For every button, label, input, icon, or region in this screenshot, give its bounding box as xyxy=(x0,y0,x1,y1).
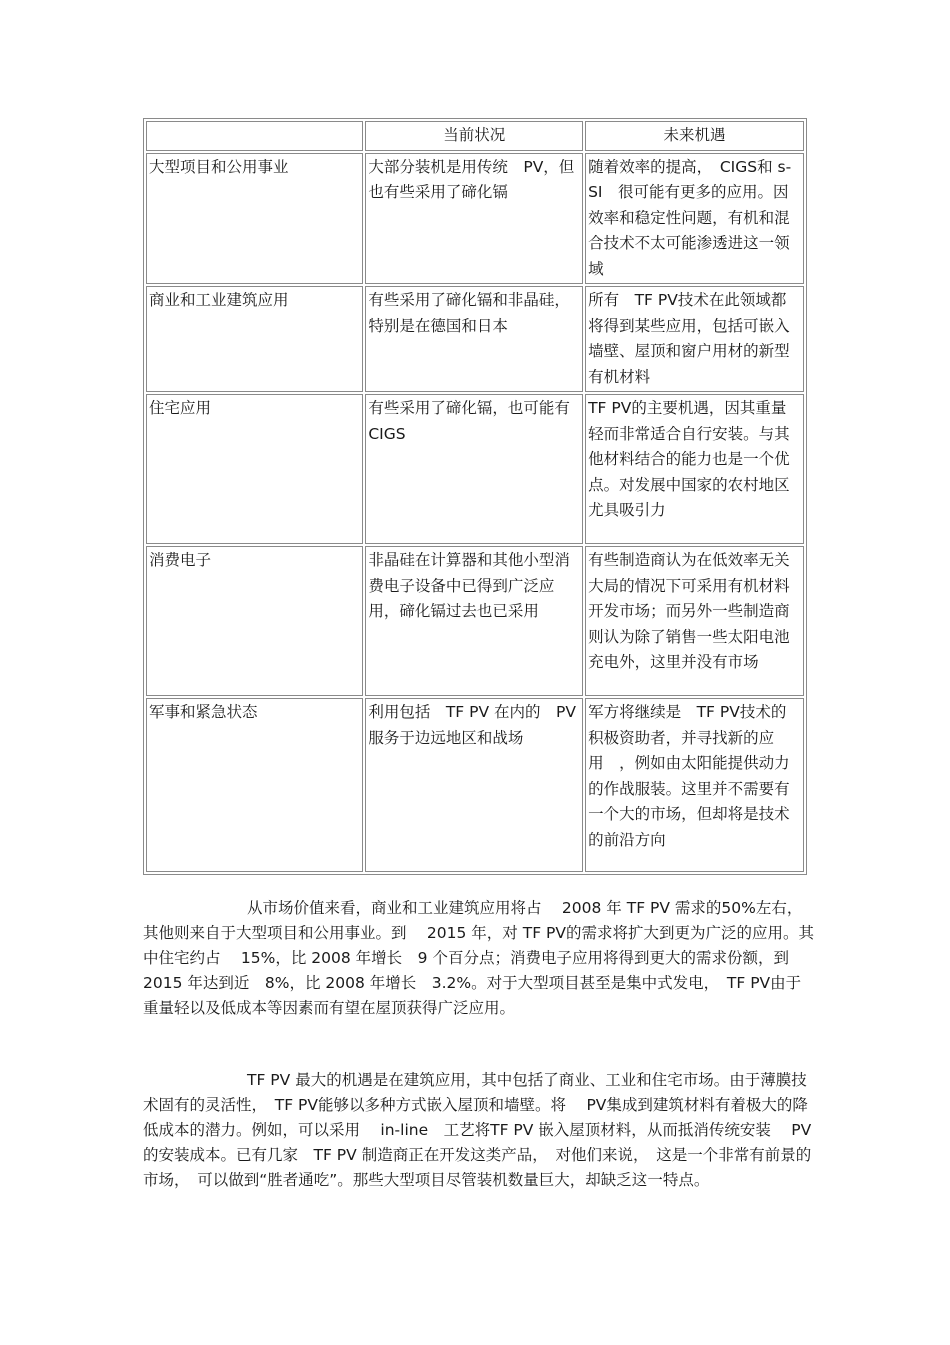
sector-cell: 商业和工业建筑应用 xyxy=(146,286,363,392)
current-cell: 有些采用了碲化镉，也可能有 CIGS xyxy=(365,394,583,544)
table-row xyxy=(146,698,804,872)
sector-cell: 消费电子 xyxy=(146,546,363,696)
sector-cell: 军事和紧急状态 xyxy=(146,698,363,872)
header-future-cell: 未来机遇 xyxy=(585,121,804,151)
current-cell: 利用包括 TF PV 在内的 PV服务于边远地区和战场 xyxy=(365,698,583,872)
table-row xyxy=(146,546,804,696)
future-cell: 有些制造商认为在低效率无关大局的情况下可采用有机材料开发市场；而另外一些制造商则认为除了销售一些太阳电池充电外，这里并没有市场 xyxy=(585,546,804,696)
table-row xyxy=(146,394,804,544)
building-application-paragraph: TF PV 最大的机遇是在建筑应用，其中包括了商业、工业和住宅市场。由于薄膜技术固有的灵活性， TF PV能够以多种方式嵌入屋顶和墙壁。将 PV集成到建筑材料有着极大的降低成本的潜力。例如，可以采用 in-line 工艺将TF PV 嵌入屋顶材料，从而抵消传统安装 PV的安装成本。已有几家 TF PV 制造商正在开发这类产品， 对他们来说， 这是一个非常有前景的市场， 可以做到“胜者通吃”。那些大型项目尽管装机数量巨大，却缺乏这一特点。 xyxy=(143,1070,812,1190)
future-cell: 所有 TF PV技术在此领域都将得到某些应用，包括可嵌入墙壁、屋顶和窗户用材的新型有机材料 xyxy=(585,286,804,392)
current-cell: 大部分装机是用传统 PV，但也有些采用了碲化镉 xyxy=(365,153,583,285)
future-cell: 随着效率的提高， CIGS和 s-SI 很可能有更多的应用。因效率和稳定性问题，有机和混合技术不太可能渗透进这一领域 xyxy=(585,153,804,285)
sector-cell: 大型项目和公用事业 xyxy=(146,153,363,285)
market-value-paragraph: 从市场价值来看，商业和工业建筑应用将占 2008 年 TF PV 需求的50%左右，其他则来自于大型项目和公用事业。到 2015 年，对 TF PV的需求将扩大到更为广泛的应用。其中住宅约占 15%，比 2008 年增长 9 个百分点；消费电子应用将得到更大的需求份额，到 2015 年达到近 8%，比 2008 年增长 3.2%。对于大型项目甚至是集中式发电， TF PV由于重量轻以及低成本等因素而有望在屋顶获得广泛应用。 xyxy=(143,898,814,1018)
current-cell: 有些采用了碲化镉和非晶硅，特别是在德国和日本 xyxy=(365,286,583,392)
future-cell: TF PV的主要机遇，因其重量轻而非常适合自行安装。与其他材料结合的能力也是一个优点。对发展中国家的农村地区尤具吸引力 xyxy=(585,394,804,544)
sector-cell: 住宅应用 xyxy=(146,394,363,544)
table-row xyxy=(146,153,804,285)
header-sector-cell xyxy=(146,121,363,151)
comparison-table xyxy=(143,118,807,875)
table-row xyxy=(146,286,804,392)
current-cell: 非晶硅在计算器和其他小型消费电子设备中已得到广泛应用，碲化镉过去也已采用 xyxy=(365,546,583,696)
header-current-cell: 当前状况 xyxy=(365,121,583,151)
future-cell: 军方将继续是 TF PV技术的积极资助者，并寻找新的应用 ，例如由太阳能提供动力的作战服装。这里并不需要有一个大的市场，但却将是技术的前沿方向 xyxy=(585,698,804,872)
table-header-row xyxy=(146,121,804,151)
